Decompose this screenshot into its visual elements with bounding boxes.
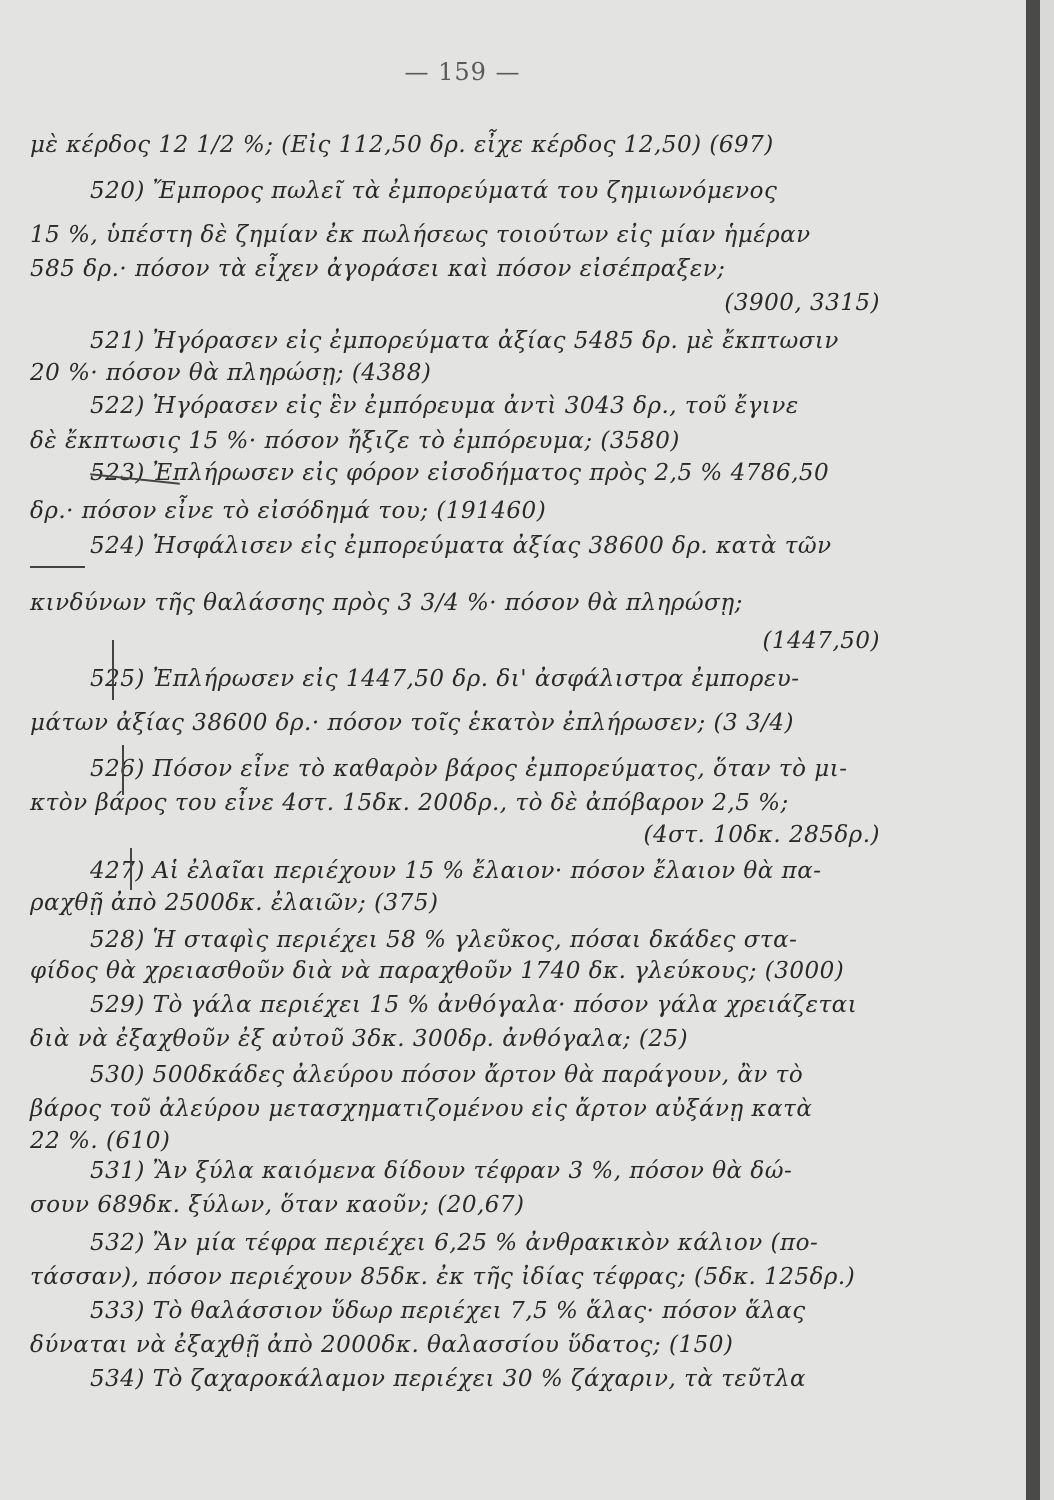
- pencil-tick-mark: [122, 745, 124, 795]
- text-line: τάσσαν), πόσον περιέχουν 85δκ. ἐκ τῆς ἰδίας τέφρας; (5δκ. 125δρ.): [30, 1264, 856, 1290]
- text-line: 526) Πόσον εἶνε τὸ καθαρὸν βάρος ἐμπορεύματος, ὅταν τὸ μι-: [90, 756, 848, 782]
- text-line: 427) Αἱ ἐλαῖαι περιέχουν 15 % ἔλαιον· πόσον ἔλαιον θὰ πα-: [90, 858, 822, 884]
- text-line: 522) Ἠγόρασεν εἰς ἓν ἐμπόρευμα ἀντὶ 3043 δρ., τοῦ ἔγινε: [90, 393, 799, 419]
- text-line: δρ.· πόσον εἶνε τὸ εἰσόδημά του; (191460): [30, 498, 547, 524]
- text-line: 532) Ἂν μία τέφρα περιέχει 6,25 % ἀνθρακικὸν κάλιον (πο-: [90, 1230, 819, 1256]
- answer-line: (1447,50): [762, 628, 880, 654]
- text-line: δὲ ἔκπτωσις 15 %· πόσον ἤξιζε τὸ ἐμπόρευμα; (3580): [30, 428, 680, 454]
- text-line: 525) Ἐπλήρωσεν εἰς 1447,50 δρ. δι' ἀσφάλιστρα ἐμπορευ-: [90, 666, 800, 692]
- text-line: 585 δρ.· πόσον τὰ εἶχεν ἀγοράσει καὶ πόσον εἰσέπραξεν;: [30, 256, 726, 282]
- text-line: δύναται νὰ ἐξαχθῇ ἀπὸ 2000δκ. θαλασσίου ὕδατος; (150): [30, 1332, 734, 1358]
- text-line: 521) Ἠγόρασεν εἰς ἐμπορεύματα ἀξίας 5485 δρ. μὲ ἔκπτωσιν: [90, 328, 839, 354]
- page-number: — 159 —: [404, 58, 521, 86]
- text-line: 528) Ἡ σταφὶς περιέχει 58 % γλεῦκος, πόσαι δκάδες στα-: [90, 927, 798, 953]
- text-line: 531) Ἂν ξύλα καιόμενα δίδουν τέφραν 3 %, πόσον θὰ δώ-: [90, 1158, 793, 1184]
- text-line: ραχθῇ ἀπὸ 2500δκ. ἐλαιῶν; (375): [30, 890, 439, 916]
- text-line: μάτων ἀξίας 38600 δρ.· πόσον τοῖς ἑκατὸν ἐπλήρωσεν; (3 3/4): [30, 710, 794, 736]
- pencil-underline-mark: [30, 566, 85, 568]
- text-line: 523) Ἐπλήρωσεν εἰς φόρον εἰσοδήματος πρὸς 2,5 % 4786,50: [90, 460, 830, 486]
- text-line: σουν 689δκ. ξύλων, ὅταν καοῦν; (20,67): [30, 1192, 525, 1218]
- text-line: 529) Τὸ γάλα περιέχει 15 % ἀνθόγαλα· πόσον γάλα χρειάζεται: [90, 992, 858, 1018]
- text-line: κινδύνων τῆς θαλάσσης πρὸς 3 3/4 %· πόσον θὰ πληρώσῃ;: [30, 590, 743, 616]
- text-line: κτὸν βάρος του εἶνε 4στ. 15δκ. 200δρ., τὸ δὲ ἀπόβαρον 2,5 %;: [30, 790, 789, 816]
- text-line: 15 %, ὑπέστη δὲ ζημίαν ἐκ πωλήσεως τοιούτων εἰς μίαν ἡμέραν: [30, 222, 811, 248]
- pencil-tick-mark: [112, 640, 114, 700]
- text-line: 530) 500δκάδες ἀλεύρου πόσον ἄρτον θὰ παράγουν, ἂν τὸ: [90, 1062, 804, 1088]
- text-line: 22 %. (610): [30, 1128, 171, 1154]
- pencil-tick-mark: [130, 848, 132, 890]
- answer-line: (4στ. 10δκ. 285δρ.): [643, 822, 880, 848]
- text-line: διὰ νὰ ἐξαχθοῦν ἐξ αὐτοῦ 3δκ. 300δρ. ἀνθόγαλα; (25): [30, 1026, 689, 1052]
- text-line: 520) Ἔμπορος πωλεῖ τὰ ἐμπορεύματά του ζημιωνόμενος: [90, 178, 778, 204]
- text-line: 524) Ἠσφάλισεν εἰς ἐμπορεύματα ἀξίας 38600 δρ. κατὰ τῶν: [90, 533, 832, 559]
- text-line: μὲ κέρδος 12 1/2 %; (Εἰς 112,50 δρ. εἶχε κέρδος 12,50) (697): [30, 132, 774, 158]
- text-line: βάρος τοῦ ἀλεύρου μετασχηματιζομένου εἰς ἄρτον αὐξάνῃ κατὰ: [30, 1096, 813, 1122]
- answer-line: (3900, 3315): [724, 290, 880, 316]
- text-line: φίδος θὰ χρειασθοῦν διὰ νὰ παραχθοῦν 1740 δκ. γλεύκους; (3000): [30, 958, 845, 984]
- text-line: 20 %· πόσον θὰ πληρώσῃ; (4388): [30, 360, 432, 386]
- text-line: 533) Τὸ θαλάσσιον ὕδωρ περιέχει 7,5 % ἅλας· πόσον ἅλας: [90, 1298, 806, 1324]
- text-line: 534) Τὸ ζαχαροκάλαμον περιέχει 30 % ζάχαριν, τὰ τεῦτλα: [90, 1366, 807, 1392]
